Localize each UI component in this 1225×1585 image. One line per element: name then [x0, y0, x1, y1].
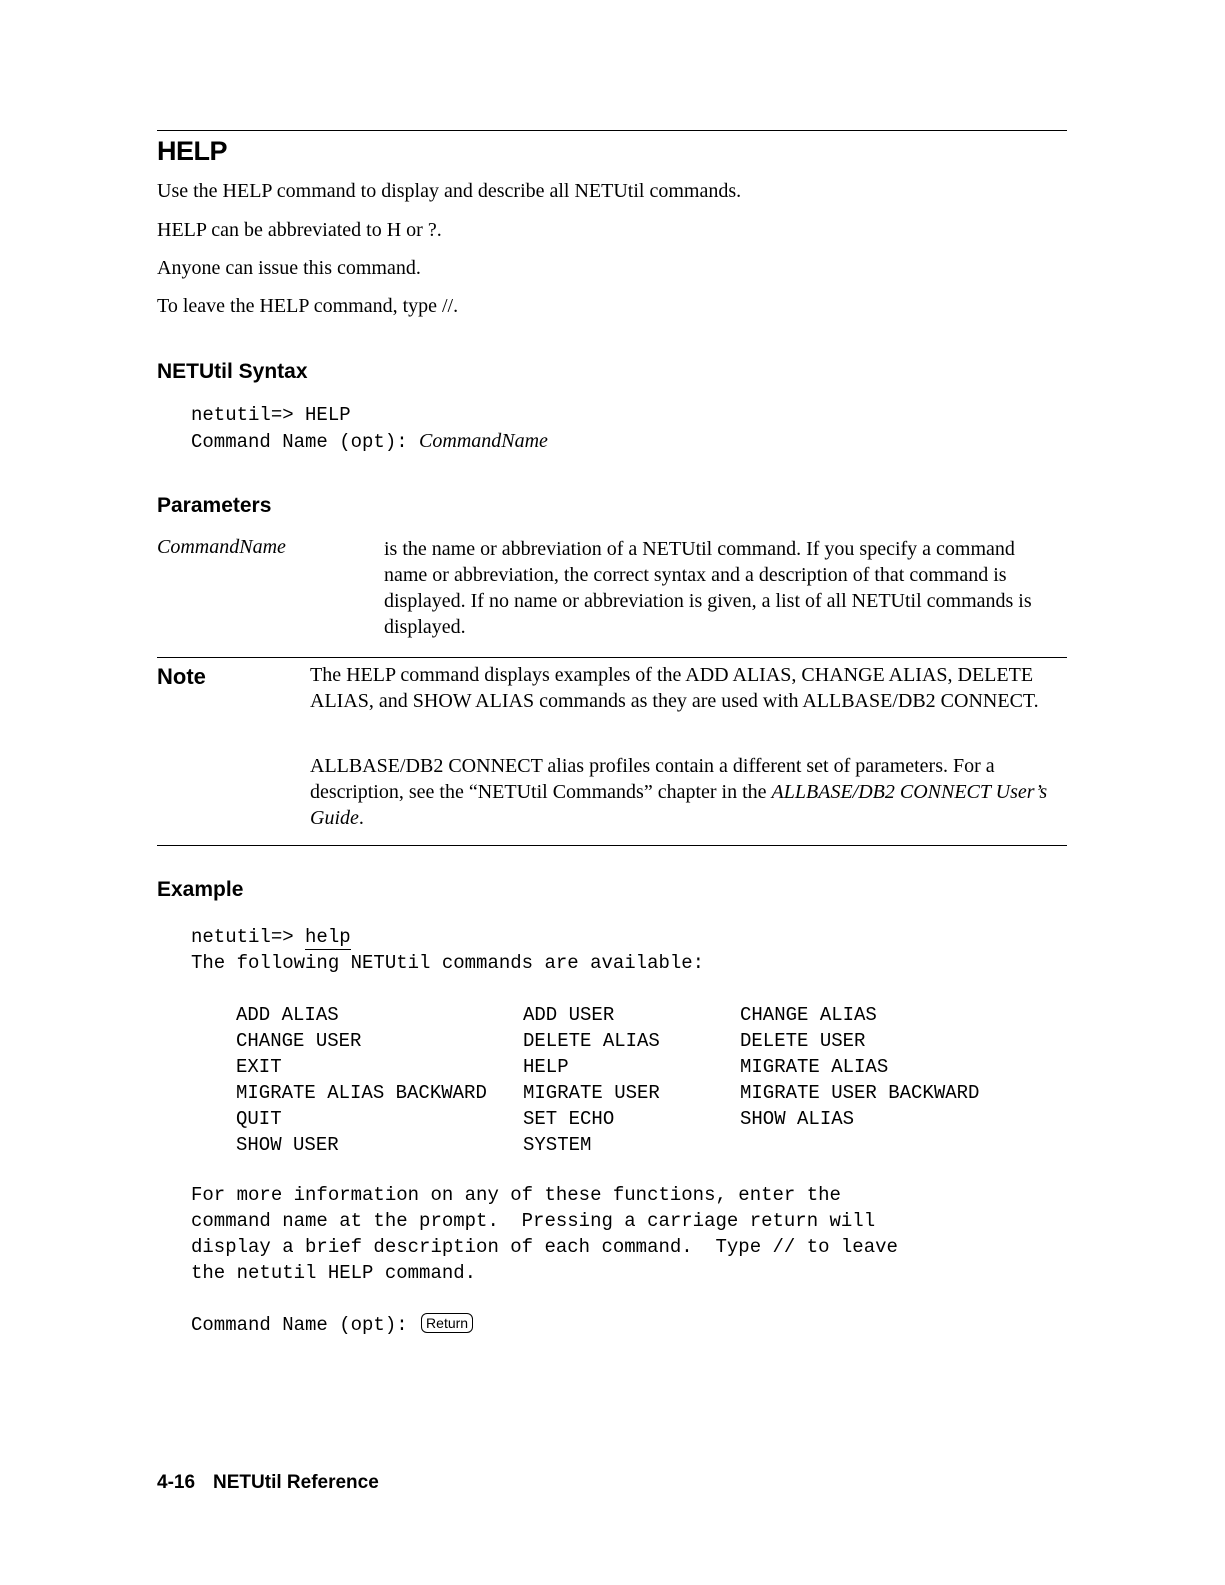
command-item: SHOW ALIAS	[740, 1108, 855, 1130]
note-label: Note	[157, 664, 206, 689]
note-bottom-rule	[157, 845, 1067, 846]
command-item: SET ECHO	[523, 1108, 615, 1130]
command-item: MIGRATE ALIAS BACKWARD	[236, 1082, 487, 1104]
example-heading: Example	[157, 878, 244, 901]
command-item: MIGRATE USER BACKWARD	[740, 1082, 980, 1104]
note-top-rule	[157, 657, 1067, 658]
example-prompt-line	[191, 924, 351, 950]
intro-line-4: To leave the HELP command, type //.	[157, 295, 459, 317]
example-typed-input: help	[305, 926, 351, 948]
command-item: SHOW USER	[236, 1134, 339, 1156]
command-item: CHANGE ALIAS	[740, 1004, 877, 1026]
command-column-3	[740, 1002, 979, 1132]
footer-page-number: 4-16	[157, 1472, 196, 1493]
final-prompt-line	[191, 1312, 473, 1338]
intro-line-1: Use the HELP command to display and describe all NETUtil commands.	[157, 180, 742, 202]
command-column-1	[236, 1002, 487, 1158]
more-info-line-3: display a brief description of each command. Type // to leave	[191, 1236, 898, 1258]
parameters-heading: Parameters	[157, 494, 272, 517]
command-item: DELETE ALIAS	[523, 1030, 660, 1052]
syntax-line-2-prefix: Command Name (opt):	[191, 431, 420, 453]
command-item: EXIT	[236, 1056, 282, 1078]
command-item: HELP	[523, 1056, 569, 1078]
command-item: QUIT	[236, 1108, 282, 1130]
intro-line-2: HELP can be abbreviated to H or ?.	[157, 219, 442, 241]
syntax-param: CommandName	[419, 430, 548, 452]
users-guide-title: ALLBASE/DB2 CONNECT User’s Guide	[310, 781, 1048, 829]
more-info-line-4: the netutil HELP command.	[191, 1262, 477, 1284]
final-prompt: Command Name (opt):	[191, 1314, 420, 1336]
footer-title: NETUtil Reference	[213, 1472, 379, 1493]
intro-line-3: Anyone can issue this command.	[157, 257, 421, 279]
command-item: SYSTEM	[523, 1134, 592, 1156]
command-item: DELETE USER	[740, 1030, 866, 1052]
note-paragraph-2	[310, 753, 1050, 831]
note-paragraph-2-text: ALLBASE/DB2 CONNECT alias profiles contain a different set of parameters. For a description, see the “NETUtil Commands” chapter in the	[310, 755, 995, 803]
page-footer	[157, 1472, 379, 1494]
note-paragraph-1: The HELP command displays examples of the ADD ALIAS, CHANGE ALIAS, DELETE ALIAS, and SHOW ALIAS commands as they are used with ALLBASE/DB2 CONNECT.	[310, 664, 1039, 712]
more-info-line-2: command name at the prompt. Pressing a carriage return will	[191, 1210, 876, 1232]
section-title: HELP	[157, 136, 228, 166]
command-item: MIGRATE ALIAS	[740, 1056, 889, 1078]
command-item: ADD USER	[523, 1004, 615, 1026]
syntax-line-1: netutil=> HELP	[191, 404, 351, 426]
syntax-line-2	[191, 428, 548, 455]
example-available: The following NETUtil commands are available:	[191, 952, 705, 974]
command-item: CHANGE USER	[236, 1030, 362, 1052]
param-description: is the name or abbreviation of a NETUtil command. If you specify a command name or abbreviation, the correct syntax and a description of that command is displayed. If no name or abbreviation is given, a list of all NETUtil commands is displayed.	[384, 538, 1032, 638]
top-rule	[157, 130, 1067, 131]
command-item: MIGRATE USER	[523, 1082, 660, 1104]
return-key: Return	[421, 1313, 473, 1333]
command-item: ADD ALIAS	[236, 1004, 339, 1026]
syntax-heading: NETUtil Syntax	[157, 360, 308, 383]
command-column-2	[523, 1002, 660, 1158]
note-paragraph-2-end: .	[358, 807, 364, 829]
more-info-line-1: For more information on any of these functions, enter the	[191, 1184, 841, 1206]
example-prompt: netutil=>	[191, 926, 306, 948]
param-term: CommandName	[157, 536, 286, 558]
